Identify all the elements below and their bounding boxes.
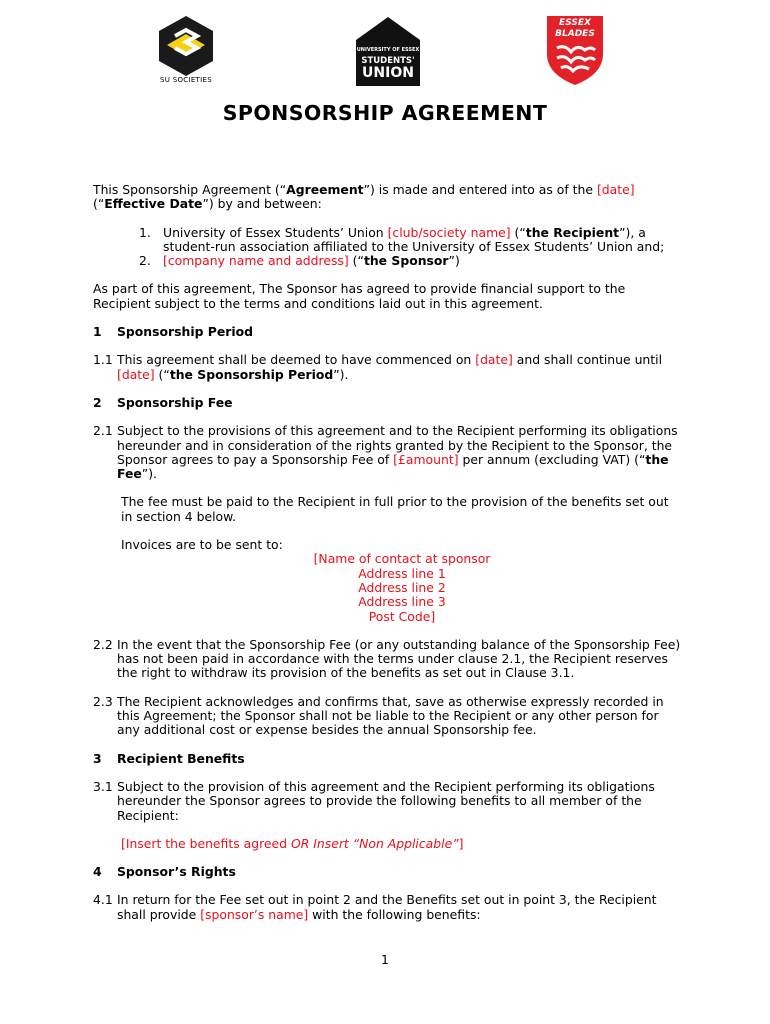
- address-line: Post Code]: [368, 608, 436, 624]
- intro-text-2: ”) is made and entered into as of the: [363, 182, 597, 197]
- clause-3-1: [93, 780, 683, 823]
- section-title: Sponsor’s Rights: [117, 864, 236, 880]
- blades-line-2: BLADES: [555, 29, 595, 39]
- address-line: Address line 3: [358, 594, 446, 610]
- blades-line-1: ESSEX: [559, 18, 591, 28]
- parties-list: [93, 226, 683, 269]
- benefits-placeholder: [93, 837, 683, 851]
- list-number: 1.: [139, 224, 151, 240]
- address-line: [Name of contact at sponsor: [313, 551, 491, 567]
- clause-2-3: [93, 695, 683, 738]
- clause-number: 2.3: [93, 693, 113, 709]
- clause-1-1: [93, 353, 683, 382]
- clause-text: Subject to the provisions of this agreement and to the Recipient performing its obligations hereunder and in consideration of the rights granted by the Recipient to the Sponsor, the Sponsor agrees to pay a Sponsorship Fee of: [117, 423, 678, 467]
- invoice-address: [93, 552, 683, 623]
- intro-paragraph: [93, 183, 683, 212]
- clause-number: 4.1: [93, 892, 113, 908]
- benefits-alt-text: OR Insert “Non Applicable”: [290, 835, 459, 851]
- section-title: Sponsorship Period: [117, 324, 253, 340]
- su-societies-caption: SU SOCIETIES: [160, 76, 212, 84]
- sponsor-name-placeholder: [sponsor’s name]: [200, 906, 309, 922]
- party-text: (“: [348, 253, 364, 269]
- clause-text: In return for the Fee set out in point 2 and the Benefits set out in point 3, the Recipient shall provide: [117, 892, 657, 922]
- list-item: [93, 254, 683, 268]
- section-heading: [93, 396, 683, 410]
- clause-text: and shall continue until: [512, 352, 663, 368]
- company-placeholder: [company name and address]: [163, 253, 349, 269]
- intro-text-3: (“: [93, 196, 105, 212]
- section-heading: [93, 752, 683, 766]
- party-text: (“: [510, 224, 526, 240]
- list-item: [93, 226, 683, 255]
- clause-number: 2.1: [93, 423, 113, 439]
- section-number: 1: [93, 324, 102, 340]
- essex-blades-logo: [545, 14, 605, 86]
- clause-text: Subject to the provision of this agreement and the Recipient performing its obligations hereunder the Sponsor agrees to provide the following benefits to all member of the Recipient:: [117, 778, 655, 823]
- document-body: [93, 183, 683, 936]
- effective-date-term: Effective Date: [104, 196, 203, 212]
- clause-2-1: [93, 424, 683, 481]
- clause-text: per annum (excluding VAT) (“: [458, 451, 646, 467]
- party-text: ”): [448, 253, 460, 269]
- address-line: Address line 2: [358, 579, 446, 595]
- section-number: 4: [93, 864, 102, 880]
- clause-text: ”).: [141, 466, 157, 482]
- document-title: SPONSORSHIP AGREEMENT: [222, 101, 548, 125]
- party-text: ”), a student-run association affiliated to the University of Essex Students’ Union and;: [163, 224, 665, 254]
- page-number: 1: [381, 952, 389, 967]
- section-title: Recipient Benefits: [117, 750, 245, 766]
- clause-number: 2.2: [93, 636, 113, 652]
- intro-text-1: This Sponsorship Agreement (“: [93, 182, 287, 197]
- date-placeholder: [date]: [596, 182, 635, 197]
- recipient-term: the Recipient: [525, 224, 620, 240]
- section-number: 2: [93, 394, 102, 410]
- union-line-1: UNIVERSITY OF ESSEX: [356, 47, 420, 53]
- union-line-3: UNION: [362, 65, 414, 81]
- clause-text: (“: [154, 366, 170, 382]
- section-title: Sponsorship Fee: [117, 394, 233, 410]
- union-line-2: STUDENTS': [361, 56, 415, 66]
- preamble-paragraph: As part of this agreement, The Sponsor has agreed to provide financial support to the Recipient subject to the terms and conditions laid out in this agreement.: [93, 281, 626, 311]
- date-placeholder: [date]: [117, 366, 155, 382]
- section-number: 3: [93, 750, 102, 766]
- clause-text: In the event that the Sponsorship Fee (or any outstanding balance of the Sponsorship Fee) has not been paid in accordance with the terms under clause 2.1, the Recipient reserves the right to withdraw its provision of the benefits as set out in Clause 3.1.: [117, 636, 681, 681]
- clause-number: 1.1: [93, 352, 113, 368]
- clause-text: with the following benefits:: [308, 906, 481, 922]
- date-placeholder: [date]: [475, 352, 513, 368]
- clause-text: The Recipient acknowledges and confirms that, save as otherwise expressly recorded in this Agreement; the Sponsor shall not be liable to the Recipient or any other person for any additional cost or expense besides the annual Sponsorship fee.: [117, 693, 664, 738]
- section-heading: [93, 325, 683, 339]
- party-text: University of Essex Students’ Union: [163, 224, 388, 240]
- list-number: 2.: [139, 253, 151, 269]
- benefits-text: [Insert the benefits agreed: [121, 835, 291, 851]
- clause-4-1: [93, 893, 683, 922]
- sponsorship-period-term: the Sponsorship Period: [169, 366, 334, 382]
- amount-placeholder: [£amount]: [393, 451, 459, 467]
- su-societies-icon: [157, 14, 215, 76]
- intro-agreement-term: Agreement: [286, 182, 364, 197]
- clause-2-2: [93, 638, 683, 681]
- students-union-logo: [355, 16, 421, 86]
- fee-term: the Fee: [117, 451, 669, 482]
- benefits-text: ]: [458, 835, 464, 851]
- fee-note: The fee must be paid to the Recipient in full prior to the provision of the benefits set out in section 4 below.: [121, 494, 669, 524]
- clause-text: This agreement shall be deemed to have commenced on: [117, 352, 476, 368]
- intro-text-4: ”) by and between:: [202, 196, 322, 212]
- clause-number: 3.1: [93, 778, 113, 794]
- invoices-label: Invoices are to be sent to:: [121, 537, 283, 553]
- logo-bar: [0, 0, 770, 100]
- clause-text: ”).: [333, 366, 349, 382]
- club-name-placeholder: [club/society name]: [387, 224, 511, 240]
- address-line: Address line 1: [358, 565, 446, 581]
- sponsor-term: the Sponsor: [363, 253, 449, 269]
- section-heading: [93, 865, 683, 879]
